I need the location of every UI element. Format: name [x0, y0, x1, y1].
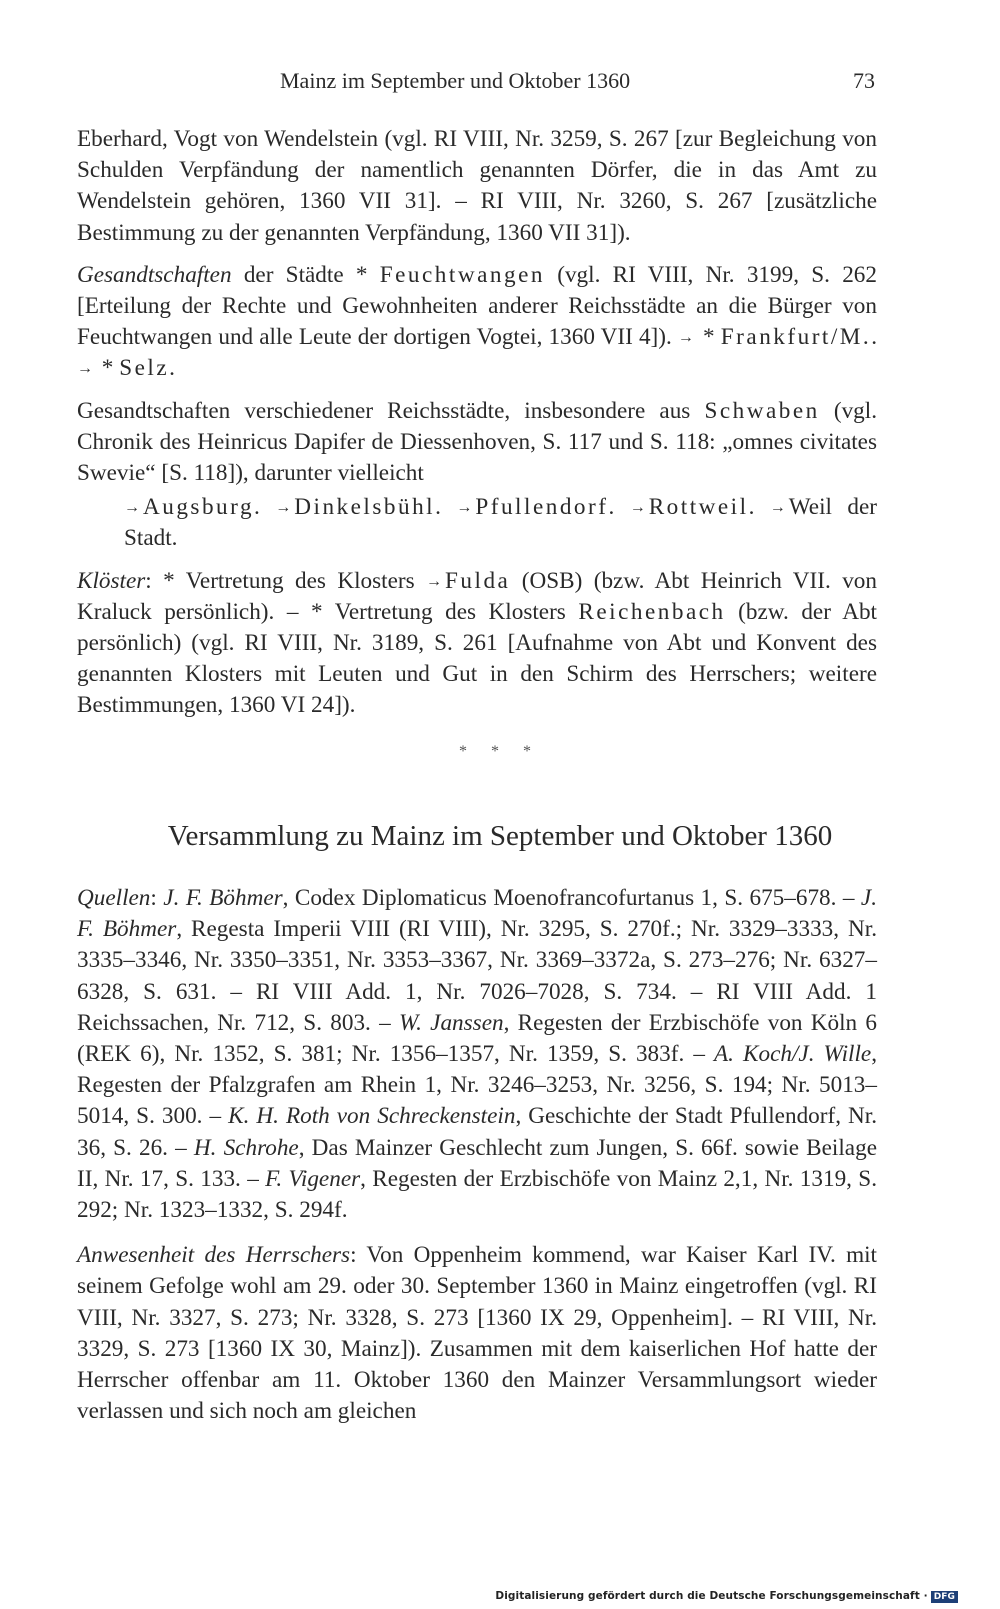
label-kloester: Klöster	[77, 567, 146, 594]
paragraph-city-list: → Augsburg. → Dinkelsbühl. → Pfullendorf. → Rottweil. → Weil der Stadt.	[124, 494, 878, 552]
place-feuchtwangen: Feuchtwangen	[379, 261, 545, 288]
city-dinkelsbuehl: Dinkelsbühl	[294, 494, 436, 521]
text-segment: (bzw. der Abt persönlich) (vgl. RI VIII, Nr. 3189, S. 261 [Aufnahme von Abt und Konvent des genannten Klosters mit Leuten und Gut in den Schirm des Herrschers; weitere Bestimmungen, 1360 VI 24]).	[77, 598, 877, 719]
arrow-icon: →	[677, 329, 694, 347]
citation-text: , Regesten der Pfalzgrafen am Rhein 1, Nr. 3246–3253, Nr. 3256, S. 194; Nr. 5013–5014, S. 300. –	[77, 1041, 877, 1130]
citation-text: , Regesta Imperii VIII (RI VIII), Nr. 3295, S. 270f.; Nr. 3329–3333, Nr. 3335–3346, Nr. 3350–3351, Nr. 3353–3367, Nr. 3369–3372a, S. 273–276; Nr. 6327–6328, S. 631. – RI VIII Add. 1, Nr. 7026–7028, S. 734. – RI VIII Add. 1 Reichssachen, Nr. 712, S. 803. –	[77, 916, 877, 1036]
footer-text: Digitalisierung gefördert durch die Deutsche Forschungsgemeinschaft ·	[495, 1590, 928, 1602]
digitization-footer	[495, 1590, 958, 1603]
paragraph-reichsstaedte	[77, 396, 877, 490]
arrow-icon: →	[77, 360, 93, 378]
arrow-icon: →	[124, 499, 140, 517]
place-fulda: Fulda	[445, 567, 511, 594]
arrow-icon: →	[426, 572, 443, 590]
label-quellen: Quellen	[77, 885, 151, 911]
paragraph-quellen	[77, 883, 877, 1226]
cited-author: F. Vigener	[265, 1165, 361, 1192]
dfg-logo: DFG	[931, 1591, 958, 1603]
label-gesandtschaften: Gesandtschaften	[77, 261, 232, 288]
text-segment: (vgl. Chronik des Heinricus Dapifer de Diessenhoven, S. 117 und S. 118: „omnes civitates Swevie“ [S. 118]), darunter vielleicht	[77, 397, 877, 487]
citation-text: , Regesten der Erzbischöfe von Mainz 2,1, Nr. 1319, S. 292; Nr. 1323–1332, S. 294f.	[77, 1165, 878, 1224]
cited-author: W. Janssen	[398, 1009, 504, 1036]
top-text-block	[77, 124, 877, 733]
arrow-icon: →	[456, 499, 473, 517]
label-anwesenheit: Anwesenheit des Herrschers	[77, 1242, 351, 1269]
text-segment: : Von Oppenheim kommend, war Kaiser Karl IV. mit seinem Gefolge wohl am 29. oder 30. September 1360 in Mainz eingetroffen (vgl. RI VIII, Nr. 3327, S. 273; Nr. 3328, S. 273 [1360 IX 29, Oppenheim]. – RI VIII, Nr. 3329, S. 273 [1360 IX 30, Mainz]). Zusammen mit dem kaiserlichen Hof hatte der Herrscher offenbar am 11. Oktober 1360 den Mainzer Versammlungsort wieder verlassen und sich noch am gleichen	[77, 1242, 877, 1425]
place-selz: Selz	[119, 355, 170, 382]
paragraph-kloester	[77, 566, 877, 722]
paragraph-eberhard: Eberhard, Vogt von Wendelstein (vgl. RI VIII, Nr. 3259, S. 267 [zur Begleichung von Schulden Verpfändung der namentlich genannten Dörfer, die in das Amt zu Wendelstein gehören, 1360 VII 31]. – RI VIII, Nr. 3260, S. 267 [zusätzliche Bestimmung zu der genannten Verpfändung, 1360 VII 31]).	[77, 126, 877, 246]
section-separator: * * *	[459, 743, 541, 760]
city-pfullendorf: Pfullendorf	[475, 494, 609, 521]
region-schwaben: Schwaben	[704, 397, 820, 424]
text-segment: (OSB) (bzw. Abt Heinrich VII. von Kraluck persönlich). – * Vertretung des Klosters	[77, 567, 877, 625]
citation-text: , Das Mainzer Geschlecht zum Jungen, S. 66f. sowie Beilage II, Nr. 17, S. 133. –	[77, 1134, 877, 1192]
running-head	[0, 68, 1000, 98]
paragraph-anwesenheit	[77, 1240, 877, 1427]
arrow-icon: →	[769, 499, 786, 517]
section-text-block	[77, 883, 877, 1438]
place-frankfurt: Frankfurt/M.	[720, 324, 872, 351]
star-mark: *	[696, 324, 721, 351]
cited-author: K. H. Roth von Schreckenstein	[228, 1103, 516, 1130]
arrow-icon: →	[275, 499, 292, 517]
cited-author: J. F. Böhmer	[163, 885, 283, 911]
text-segment: der Städte *	[231, 261, 380, 288]
place-reichenbach: Reichenbach	[578, 598, 726, 625]
paragraph-gesandtschaften-staedte: Gesandtschaften der Städte * Feuchtwangen (vgl. RI VIII, Nr. 3199, S. 262 [Erteilung der Rechte und Gewohnheiten anderer Reichsstädte an die Bürger von Feuchtwangen und alle Leute der dortigen Vogtei, 1360 VII 4]). → * Frankfurt/M.. → * Selz.	[77, 261, 878, 382]
text-segment: (vgl. RI VIII, Nr. 3199, S. 262 [Erteilung der Rechte und Gewohnheiten anderer Reichsstädte an die Bürger von Feuchtwangen und alle Leute der dortigen Vogtei, 1360 VII 4]).	[77, 261, 877, 351]
citation-text: , Codex Diplomaticus Moenofrancofurtanus 1, S. 675–678. –	[282, 885, 861, 911]
section-heading: Versammlung zu Mainz im September und Oktober 1360	[167, 820, 833, 852]
city-rottweil: Rottweil	[648, 494, 749, 521]
city-weil-tail: der Stadt.	[124, 494, 878, 552]
citation-text: , Regesten der Erzbischöfe von Köln 6 (REK 6), Nr. 1352, S. 381; Nr. 1356–1357, Nr. 1359, S. 383f. –	[77, 1009, 877, 1068]
city-weil: Weil	[788, 494, 832, 521]
citation-text: , Geschichte der Stadt Pfullendorf, Nr. 36, S. 26. –	[77, 1103, 877, 1161]
page-number: 73	[853, 68, 875, 93]
cited-author: A. Koch/J. Wille	[713, 1041, 872, 1068]
star-mark: *	[96, 355, 120, 382]
cited-author: H. Schrohe	[193, 1134, 299, 1161]
arrow-icon: →	[629, 499, 646, 517]
text-segment: : * Vertretung des Klosters	[145, 567, 427, 594]
city-augsburg: Augsburg	[143, 494, 255, 521]
quellen-body	[77, 885, 877, 1223]
text-segment: Gesandtschaften verschiedener Reichsstädte, insbesondere aus	[77, 397, 705, 424]
cited-author: J. F. Böhmer	[77, 885, 877, 943]
citation-text: :	[150, 885, 164, 911]
running-head-title: Mainz im September und Oktober 1360	[280, 68, 631, 93]
